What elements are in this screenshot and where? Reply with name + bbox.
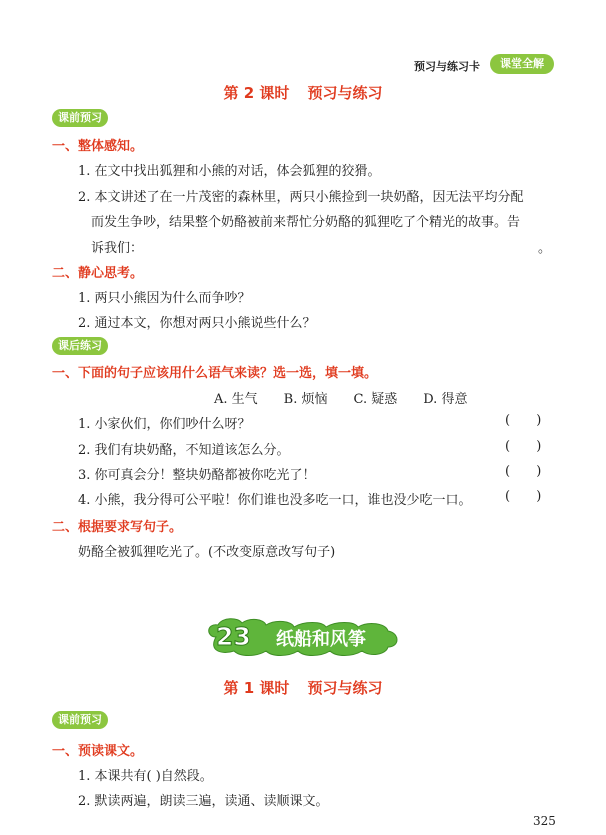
answer-paren[interactable]: ( ) bbox=[505, 489, 542, 504]
option-list: A. 生气 B. 烦恼 C. 疑惑 D. 得意 bbox=[214, 392, 468, 407]
lesson-name: 纸船和风筝 bbox=[276, 629, 366, 650]
lesson-title bbox=[0, 82, 606, 103]
exercise-item: 2. 我们有块奶酪，不知道该怎么分。 bbox=[78, 443, 290, 458]
lesson-title-text: 预习与练习 bbox=[307, 679, 383, 697]
section-title: 一、预读课文。 bbox=[52, 744, 144, 759]
answer-paren[interactable]: ( ) bbox=[505, 439, 542, 454]
section-title: 二、静心思考。 bbox=[52, 266, 144, 281]
lesson-number: 23 bbox=[216, 622, 251, 651]
pre-study-tag: 课前预习 bbox=[52, 109, 108, 127]
exercise-sentence: 奶酪全被狐狸吃光了。(不改变原意改写句子) bbox=[78, 545, 336, 560]
lesson-title-text: 预习与练习 bbox=[307, 84, 383, 102]
list-item: 诉我们： bbox=[91, 241, 144, 256]
end-mark: 。 bbox=[538, 241, 552, 256]
exercise-item: 4. 小熊，我分得可公平啦！你们谁也没多吃一口，谁也没少吃一口。 bbox=[78, 493, 472, 508]
post-exercise-tag: 课后练习 bbox=[52, 337, 108, 355]
lesson-title-number: 第 2 课时 bbox=[223, 84, 290, 102]
answer-paren[interactable]: ( ) bbox=[505, 413, 542, 428]
lesson-title-number: 第 1 课时 bbox=[223, 679, 290, 697]
exercise-title: 一、下面的句子应该用什么语气来读？选一选，填一填。 bbox=[52, 366, 378, 381]
exercise-item: 1. 小家伙们，你们吵什么呀？ bbox=[78, 417, 251, 432]
list-item: 2. 通过本文，你想对两只小熊说些什么？ bbox=[78, 316, 316, 331]
exercise-item: 3. 你可真会分！整块奶酪都被你吃光了！ bbox=[78, 468, 316, 483]
lesson-title bbox=[0, 677, 606, 698]
list-item: 2. 默读两遍，朗读三遍，读通、读顺课文。 bbox=[78, 794, 329, 809]
list-item: 而发生争吵，结果整个奶酪被前来帮忙分奶酪的狐狸吃了个精光的故事。告 bbox=[91, 215, 521, 230]
list-item: 1. 本课共有( )自然段。 bbox=[78, 769, 213, 784]
section-title: 一、整体感知。 bbox=[52, 139, 144, 154]
pre-study-tag: 课前预习 bbox=[52, 711, 108, 729]
exercise-title: 二、根据要求写句子。 bbox=[52, 520, 183, 535]
answer-paren[interactable]: ( ) bbox=[505, 464, 542, 479]
lesson-badge bbox=[202, 617, 402, 657]
page-number: 325 bbox=[533, 814, 556, 828]
list-item: 2. 本文讲述了在一片茂密的森林里，两只小熊捡到一块奶酪，因无法平均分配 bbox=[78, 190, 524, 205]
list-item: 1. 在文中找出狐狸和小熊的对话，体会狐狸的狡猾。 bbox=[78, 164, 381, 179]
header-badge: 课堂全解 bbox=[490, 54, 554, 74]
list-item: 1. 两只小熊因为什么而争吵？ bbox=[78, 291, 251, 306]
header-label: 预习与练习卡 bbox=[414, 60, 480, 73]
